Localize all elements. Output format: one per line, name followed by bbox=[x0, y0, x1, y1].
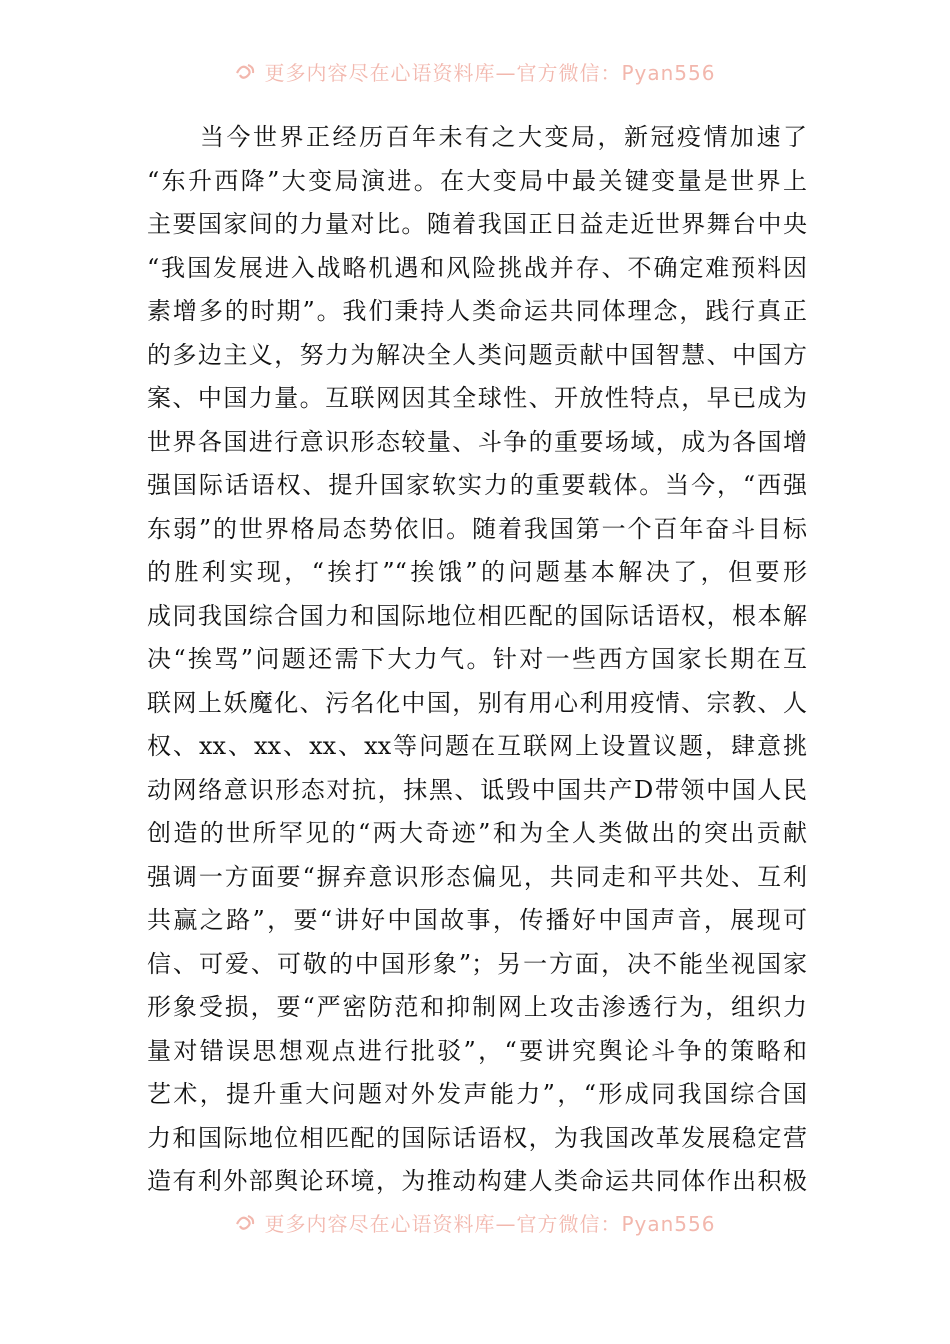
watermark-banner-bottom bbox=[0, 1207, 950, 1237]
text-line: “东升西降”大变局演进。在大变局中最关键变量是世界上 bbox=[147, 166, 807, 195]
text-line: 的多边主义，努力为解决全人类问题贡献中国智慧、中国方 bbox=[147, 340, 807, 369]
text-line: 量对错误思想观点进行批驳”，“要讲究舆论斗争的策略和 bbox=[147, 1036, 807, 1065]
text-line: 案、中国力量。互联网因其全球性、开放性特点，早已成为 bbox=[147, 384, 807, 412]
text-line: 强调一方面要“摒弃意识形态偏见，共同走和平共处、互利 bbox=[147, 862, 807, 891]
text-line: 形象受损，要“严密防范和抑制网上攻击渗透行为，组织力 bbox=[147, 993, 807, 1021]
text-line: 艺术，提升重大问题对外发声能力”，“形成同我国综合国 bbox=[147, 1080, 807, 1108]
watermark-text: 更多内容尽在心语资料库—官方微信：Pyan556 bbox=[264, 1211, 716, 1236]
text-line: 世界各国进行意识形态较量、斗争的重要场域，成为各国增 bbox=[147, 427, 807, 456]
watermark-text: 更多内容尽在心语资料库—官方微信：Pyan556 bbox=[264, 60, 716, 85]
text-line: 的胜利实现，“挨打”“挨饿”的问题基本解决了，但要形 bbox=[147, 558, 807, 586]
logo-icon bbox=[234, 1212, 258, 1232]
text-line: 决“挨骂”问题还需下大力气。针对一些西方国家长期在互 bbox=[147, 645, 807, 673]
text-line: 联网上妖魔化、污名化中国，别有用心利用疫情、宗教、人 bbox=[147, 688, 807, 717]
text-line: 信、可爱、可敬的中国形象”；另一方面，决不能坐视国家 bbox=[147, 949, 807, 978]
text-line: 主要国家间的力量对比。随着我国正日益走近世界舞台中央 bbox=[147, 210, 807, 238]
text-line: 动网络意识形态对抗，抹黑、诋毁中国共产D带领中国人民 bbox=[147, 775, 807, 804]
text-line: 创造的世所罕见的“两大奇迹”和为全人类做出的突出贡献 bbox=[147, 819, 807, 847]
text-line: 造有利外部舆论环境，为推动构建人类命运共同体作出积极 bbox=[147, 1167, 807, 1195]
text-line: 东弱”的世界格局态势依旧。随着我国第一个百年奋斗目标 bbox=[147, 514, 807, 543]
text-line: 当今世界正经历百年未有之大变局，新冠疫情加速了 bbox=[147, 123, 807, 151]
text-line: “我国发展进入战略机遇和风险挑战并存、不确定难预料因 bbox=[147, 253, 807, 282]
text-line: 素增多的时期”。我们秉持人类命运共同体理念，践行真正 bbox=[147, 297, 807, 325]
text-line: 力和国际地位相匹配的国际话语权，为我国改革发展稳定营 bbox=[147, 1123, 807, 1152]
body-text bbox=[147, 116, 807, 1204]
watermark-banner-top bbox=[0, 56, 950, 86]
text-line: 共赢之路”，要“讲好中国故事，传播好中国声音，展现可 bbox=[147, 906, 807, 934]
text-line: 权、xx、xx、xx、xx等问题在互联网上设置议题，肆意挑 bbox=[147, 732, 807, 760]
text-line: 强国际话语权、提升国家软实力的重要载体。当今，“西强 bbox=[147, 471, 807, 499]
logo-icon bbox=[234, 61, 258, 81]
text-line: 成同我国综合国力和国际地位相匹配的国际话语权，根本解 bbox=[147, 601, 807, 630]
